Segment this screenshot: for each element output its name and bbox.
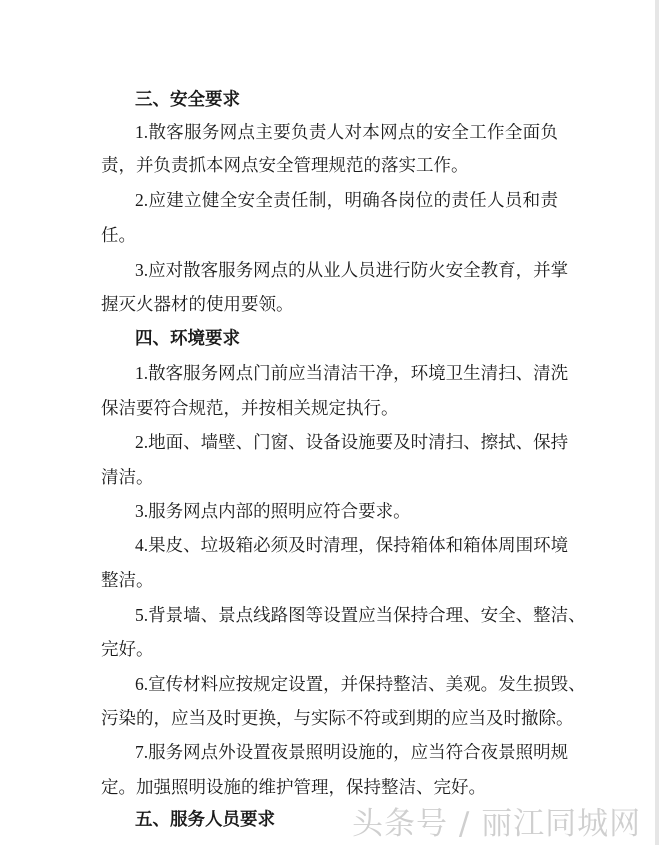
paragraph-line: 2.应建立健全安全责任制，明确各岗位的责任人员和责	[135, 190, 558, 210]
paragraph-line: 3.应对散客服务网点的从业人员进行防火安全教育，并掌	[135, 260, 569, 280]
page-edge	[655, 0, 659, 845]
paragraph-line: 6.宣传材料应按规定设置，并保持整洁、美观。发生损毁、	[135, 674, 586, 694]
paragraph-line: 7.服务网点外设置夜景照明设施的，应当符合夜景照明规	[135, 742, 569, 762]
paragraph-line: 污染的，应当及时更换，与实际不符或到期的应当及时撤除。	[101, 708, 574, 728]
paragraph-line: 责，并负责抓本网点安全管理规范的落实工作。	[101, 155, 469, 175]
paragraph-line: 任。	[101, 225, 136, 245]
paragraph-line: 握灭火器材的使用要领。	[101, 294, 294, 314]
section-heading: 四、环境要求	[135, 328, 240, 348]
section-heading: 三、安全要求	[135, 89, 240, 109]
section-heading: 五、服务人员要求	[135, 809, 275, 829]
paragraph-line: 2.地面、墙壁、门窗、设备设施要及时清扫、擦拭、保持	[135, 432, 569, 452]
paragraph-line: 整洁。	[101, 570, 154, 590]
paragraph-line: 保洁要符合规范，并按相关规定执行。	[101, 398, 399, 418]
paragraph-line: 1.散客服务网点主要负责人对本网点的安全工作全面负	[135, 122, 558, 142]
paragraph-line: 完好。	[101, 639, 154, 659]
paragraph-line: 3.服务网点内部的照明应符合要求。	[135, 501, 411, 521]
paragraph-line: 5.背景墙、景点线路图等设置应当保持合理、安全、整洁、	[135, 605, 586, 625]
paragraph-line: 4.果皮、垃圾箱必须及时清理，保持箱体和箱体周围环境	[135, 535, 569, 555]
paragraph-line: 定。加强照明设施的维护管理，保持整洁、完好。	[101, 777, 486, 797]
paragraph-line: 清洁。	[101, 467, 154, 487]
watermark: 头条号 / 丽江同城网	[352, 806, 642, 842]
paragraph-line: 1.散客服务网点门前应当清洁干净，环境卫生清扫、清洗	[135, 363, 569, 383]
